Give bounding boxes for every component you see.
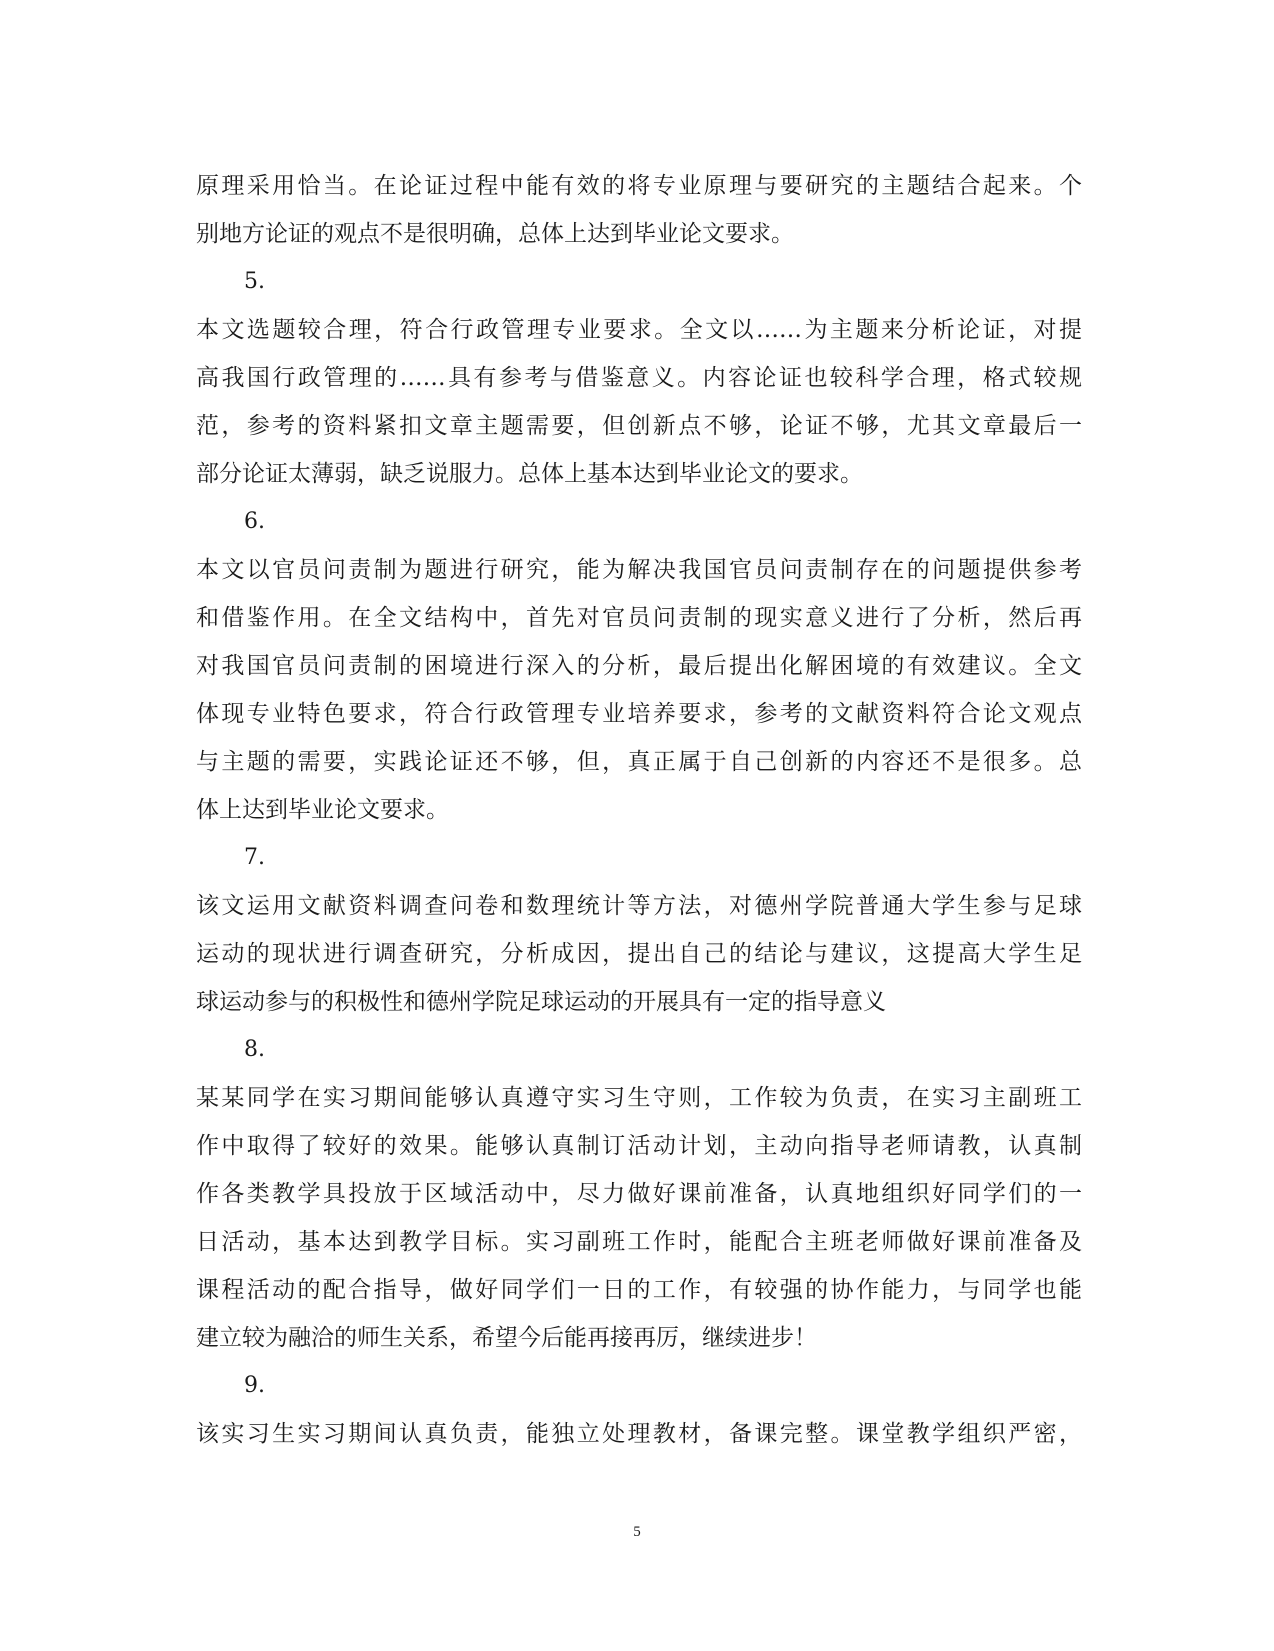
item-number: 8. xyxy=(244,1037,265,1062)
paragraph-line: 本文选题较合理，符合行政管理专业要求。全文以……为主题来分析论证，对提 xyxy=(196,317,1082,343)
paragraph-line: 与主题的需要，实践论证还不够，但，真正属于自己创新的内容还不是很多。总 xyxy=(196,749,1082,775)
paragraph-line: 课程活动的配合指导，做好同学们一日的工作，有较强的协作能力，与同学也能 xyxy=(196,1277,1082,1303)
item-number: 9. xyxy=(244,1373,265,1398)
paragraph-line: 球运动参与的积极性和德州学院足球运动的开展具有一定的指导意义 xyxy=(196,989,886,1015)
paragraph-line: 该文运用文献资料调查问卷和数理统计等方法，对德州学院普通大学生参与足球 xyxy=(196,893,1082,919)
paragraph-line: 运动的现状进行调查研究，分析成因，提出自己的结论与建议，这提高大学生足 xyxy=(196,941,1082,967)
item-number: 6. xyxy=(244,509,265,534)
paragraph-line: 作中取得了较好的效果。能够认真制订活动计划，主动向指导老师请教，认真制 xyxy=(196,1133,1082,1159)
paragraph-line: 对我国官员问责制的困境进行深入的分析，最后提出化解困境的有效建议。全文 xyxy=(196,653,1082,679)
paragraph-line: 作各类教学具投放于区域活动中，尽力做好课前准备，认真地组织好同学们的一 xyxy=(196,1181,1082,1207)
page-body xyxy=(196,162,1082,1458)
page-number: 5 xyxy=(633,1524,641,1540)
paragraph-line: 体上达到毕业论文要求。 xyxy=(196,797,449,823)
paragraph-line: 范，参考的资料紧扣文章主题需要，但创新点不够，论证不够，尤其文章最后一 xyxy=(196,413,1082,439)
paragraph-line: 该实习生实习期间认真负责，能独立处理教材，备课完整。课堂教学组织严密， xyxy=(196,1421,1082,1447)
item-number: 5. xyxy=(244,269,265,294)
item-number: 7. xyxy=(244,845,265,870)
paragraph-line: 体现专业特色要求，符合行政管理专业培养要求，参考的文献资料符合论文观点 xyxy=(196,701,1082,727)
paragraph-line: 原理采用恰当。在论证过程中能有效的将专业原理与要研究的主题结合起来。个 xyxy=(196,173,1082,199)
paragraph-line: 别地方论证的观点不是很明确，总体上达到毕业论文要求。 xyxy=(196,221,794,247)
paragraph-line: 高我国行政管理的……具有参考与借鉴意义。内容论证也较科学合理，格式较规 xyxy=(196,365,1082,391)
paragraph-line: 某某同学在实习期间能够认真遵守实习生守则，工作较为负责，在实习主副班工 xyxy=(196,1085,1082,1111)
paragraph-line: 和借鉴作用。在全文结构中，首先对官员问责制的现实意义进行了分析，然后再 xyxy=(196,605,1082,631)
paragraph-line: 本文以官员问责制为题进行研究，能为解决我国官员问责制存在的问题提供参考 xyxy=(196,557,1082,583)
paragraph-line: 建立较为融洽的师生关系，希望今后能再接再厉，继续进步！ xyxy=(196,1325,817,1351)
paragraph-line: 部分论证太薄弱，缺乏说服力。总体上基本达到毕业论文的要求。 xyxy=(196,461,863,487)
paragraph-line: 日活动，基本达到教学目标。实习副班工作时，能配合主班老师做好课前准备及 xyxy=(196,1229,1082,1255)
